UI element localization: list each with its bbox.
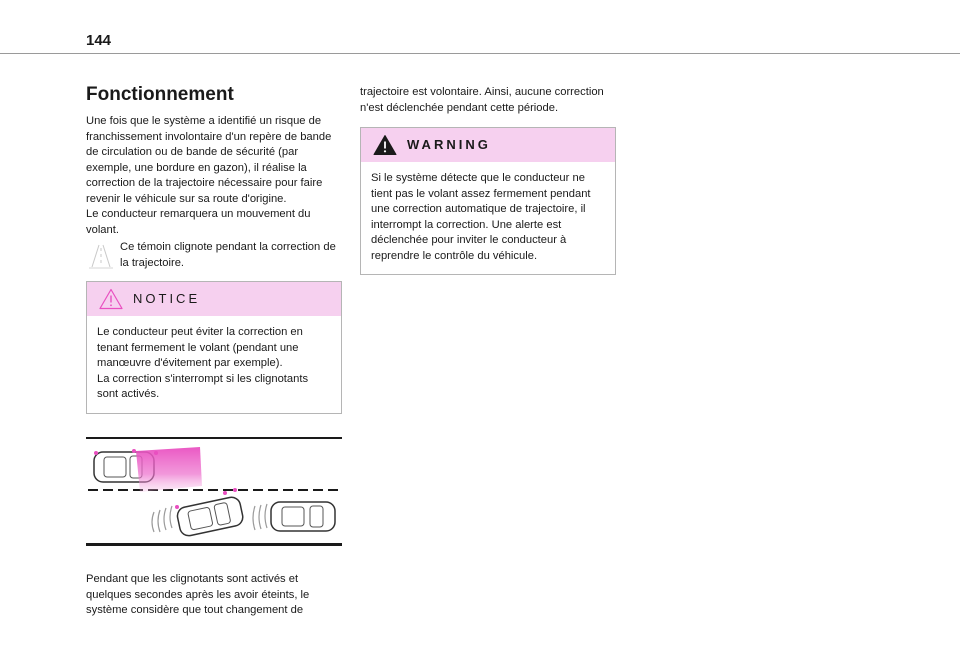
notice-warning-triangle-icon bbox=[99, 288, 123, 310]
indicator-paragraph: Pendant que les clignotants sont activés et quelques secondes après les avoir éteints, le système considère que tout changement de bbox=[86, 573, 310, 616]
notice-header bbox=[87, 282, 341, 316]
indicator-description: Ce témoin clignote pendant la correction de la trajectoire. bbox=[120, 241, 336, 269]
notice-line-2: La correction s'interrompt si les clignotants sont activés. bbox=[97, 372, 309, 400]
intro-paragraph: Une fois que le système a identifié un risque de franchissement involontaire d'un repère de bande de circulation ou de bande de sécurité (par exemple, une bordure en gazon), il réalise la correction de la trajectoire nécessaire pour faire revenir le véhicule sur sa route d'origine. bbox=[86, 115, 332, 205]
left-column bbox=[86, 84, 342, 619]
warning-body bbox=[361, 162, 615, 274]
car-right-icon bbox=[271, 502, 335, 531]
warning-title: WARNING bbox=[407, 137, 491, 153]
warning-header bbox=[361, 128, 615, 162]
right-column bbox=[360, 85, 616, 275]
notice-box bbox=[86, 281, 342, 414]
indicator-row bbox=[86, 240, 342, 271]
car-changing-lane-icon bbox=[176, 495, 245, 537]
lane-assist-warning-lamp-icon bbox=[86, 240, 116, 270]
driver-notice-text: Le conducteur remarquera un mouvement du volant. bbox=[86, 208, 311, 236]
page-number: 144 bbox=[86, 32, 112, 49]
section-title: Fonctionnement bbox=[86, 84, 234, 105]
warning-text: Si le système détecte que le conducteur ne tient pas le volant assez fermement pendant une correction automatique de trajectoire, il interrompt la correction. Une alerte est déclenchée pour inviter le conducteur à reprendre le contrôle du véhicule. bbox=[371, 172, 591, 262]
notice-body bbox=[87, 316, 341, 413]
warning-triangle-icon bbox=[373, 134, 397, 156]
notice-line-1: Le conducteur peut éviter la correction en tenant fermement le volant (pendant une manœuvre d'évitement par exemple). bbox=[97, 326, 303, 369]
header-divider bbox=[0, 53, 960, 54]
continuation-paragraph: trajectoire est volontaire. Ainsi, aucune correction n'est déclenchée pendant cette période. bbox=[360, 86, 604, 114]
lane-change-illustration bbox=[86, 434, 342, 552]
warning-box bbox=[360, 127, 616, 275]
notice-title: NOTICE bbox=[133, 291, 201, 307]
